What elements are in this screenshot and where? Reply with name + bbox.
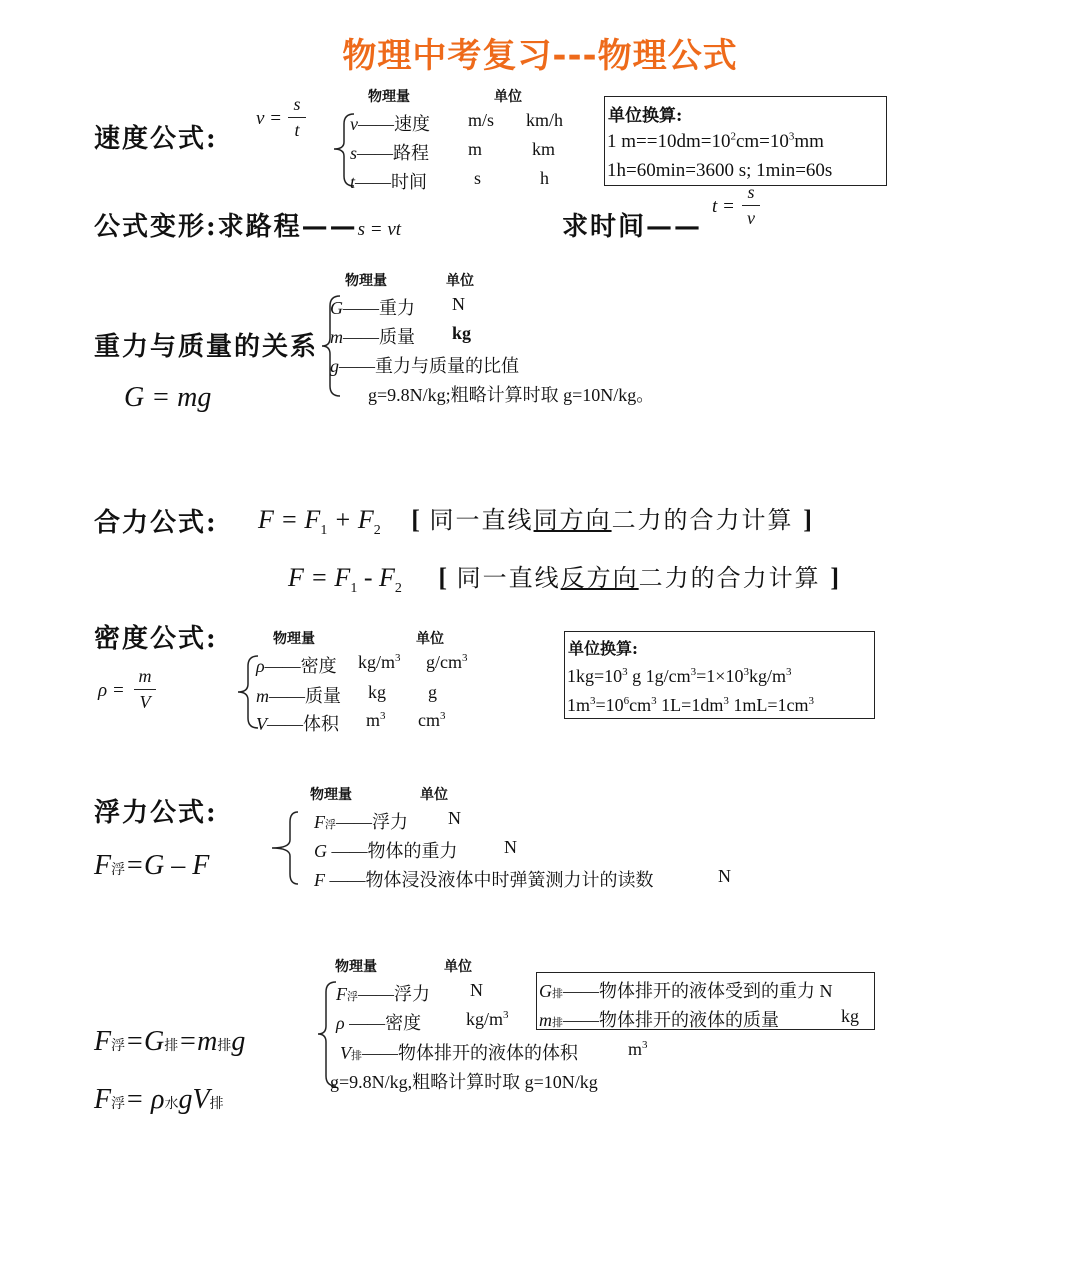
- speed-unit-alt: km: [532, 139, 556, 159]
- gravity-row: G——重力: [330, 298, 415, 318]
- box-line: 1h=60min=3600 s; 1min=60s: [607, 160, 833, 181]
- density-unit: $m^3$: [366, 710, 386, 730]
- archimedes-unit: N: [470, 980, 483, 1000]
- archimedes-unit: $kg/m^3$: [466, 1009, 509, 1029]
- density-unit-conversion-box: [564, 631, 875, 719]
- qty-label: 物理量: [368, 89, 410, 105]
- speed-formula-lhs: v =: [256, 108, 283, 129]
- density-frac-num: m: [138, 666, 152, 686]
- density-heading: 密度公式:: [94, 624, 218, 654]
- gravity-note: g=9.8N/kg;粗略计算时取 g=10N/kg。: [368, 385, 655, 405]
- buoyancy-unit: N: [718, 866, 731, 886]
- speed-fraction: [288, 94, 306, 141]
- unit-label: 单位: [446, 273, 474, 289]
- speed-heading: 速度公式:: [94, 124, 218, 154]
- speed-frac-num: s: [293, 94, 301, 114]
- unit-label: 单位: [494, 89, 522, 105]
- buoyancy-row: G ——物体的重力: [314, 841, 458, 861]
- page-title: 物理中考复习---物理公式: [342, 36, 738, 76]
- unit-label: 单位: [420, 787, 448, 803]
- box-line: 1 $m==10dm=10^2cm=10^3mm$: [607, 130, 824, 152]
- time-fraction: [742, 182, 760, 229]
- archimedes-definition-box: [536, 972, 875, 1030]
- archimedes-formula: F浮=G排=m排g: [94, 1026, 246, 1057]
- archimedes-row: F浮——浮力: [336, 984, 430, 1004]
- density-unit: kg: [368, 682, 386, 702]
- resultant-formula-opposite: $F = F_1 - F_2$ [ 同一直线反方向二力的合力计算 ]: [288, 563, 839, 597]
- time-formula-lhs: t =: [712, 196, 735, 217]
- time-frac-num: s: [747, 182, 755, 202]
- archimedes-unit: $m^3$: [628, 1039, 648, 1059]
- buoyancy-unit: N: [448, 808, 461, 828]
- speed-unit: m: [468, 139, 483, 159]
- speed-frac-den: t: [294, 120, 300, 140]
- density-unit: $kg/m^3$: [358, 652, 401, 672]
- gravity-unit: kg: [452, 323, 472, 343]
- box-line: G排——物体排开的液体受到的重力 N: [539, 981, 833, 1001]
- buoyancy-formula: F浮=G – F: [94, 850, 210, 881]
- box-line: $1m^3=10^6cm^3$ $1L=1dm^3$ $1mL=1cm^3$: [567, 695, 814, 715]
- buoyancy-heading: 浮力公式:: [94, 798, 218, 828]
- speed-transform-time: 求时间——: [562, 212, 703, 242]
- qty-label: 物理量: [273, 631, 315, 647]
- speed-row: v——速度: [350, 114, 430, 134]
- gravity-row: m——质量: [330, 327, 415, 347]
- speed-unit-alt: km/h: [526, 110, 564, 130]
- qty-label: 物理量: [335, 959, 377, 975]
- density-row: m——质量: [256, 686, 341, 706]
- gravity-heading: 重力与质量的关系: [94, 332, 319, 362]
- archimedes-formula-density: F浮= ρ水gV排: [94, 1084, 224, 1115]
- unit-label: 单位: [444, 959, 472, 975]
- speed-transform: 公式变形:求路程——s = vt: [94, 212, 402, 242]
- gravity-formula: G = mg: [124, 382, 212, 413]
- buoyancy-unit: N: [504, 837, 517, 857]
- gravity-row: g——重力与质量的比值: [330, 356, 519, 376]
- buoyancy-row: F浮——浮力: [314, 812, 408, 832]
- archimedes-row: V排——物体排开的液体的体积: [340, 1043, 578, 1063]
- resultant-heading: 合力公式:: [94, 508, 218, 538]
- archimedes-note: g=9.8N/kg,粗略计算时取 g=10N/kg: [330, 1072, 598, 1092]
- speed-row: t——时间: [350, 172, 428, 192]
- qty-label: 物理量: [345, 273, 387, 289]
- density-formula-lhs: ρ =: [98, 680, 125, 701]
- density-unit-alt: g: [428, 682, 437, 702]
- unit-label: 单位: [416, 631, 444, 647]
- archimedes-row: ρ ——密度: [336, 1013, 422, 1033]
- buoyancy-brace: [268, 808, 300, 886]
- gravity-unit: N: [452, 294, 465, 314]
- density-unit-alt: $cm^3$: [418, 710, 446, 730]
- box-line: m排——物体排开的液体的质量: [539, 1010, 779, 1030]
- density-row: ρ——密度: [256, 656, 337, 676]
- density-fraction: [134, 666, 156, 713]
- box-title: 单位换算:: [608, 106, 683, 126]
- density-row: V——体积: [256, 714, 339, 734]
- speed-row: s——路程: [350, 143, 430, 163]
- density-frac-den: V: [139, 692, 151, 712]
- density-unit-alt: $g/cm^3$: [426, 652, 468, 672]
- speed-unit: s: [474, 168, 482, 188]
- buoyancy-row: F ——物体浸没液体中时弹簧测力计的读数: [314, 870, 654, 890]
- box-title: 单位换算:: [568, 639, 638, 658]
- resultant-formula-same: $F = F_1 + F_2$ [ 同一直线同方向二力的合力计算 ]: [258, 505, 812, 539]
- box-unit: kg: [841, 1006, 859, 1026]
- box-line: $1kg=10^3$ g $1g/cm^3=1\times 10^3kg/m^3$: [567, 666, 792, 686]
- speed-unit-conversion-box: [604, 96, 887, 186]
- speed-unit-alt: h: [540, 168, 549, 188]
- speed-unit: m/s: [468, 110, 495, 130]
- qty-label: 物理量: [310, 787, 352, 803]
- time-frac-den: v: [747, 208, 755, 228]
